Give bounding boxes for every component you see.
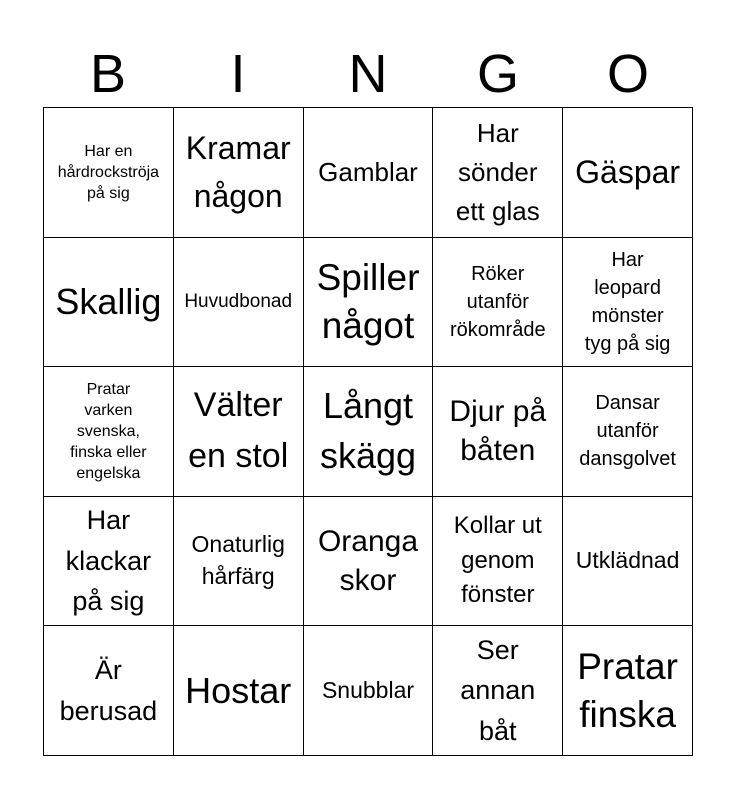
bingo-cell[interactable]: Har klackar på sig <box>44 497 174 627</box>
bingo-cell[interactable]: Onaturlig hårfärg <box>174 497 304 627</box>
header-letter-b: B <box>89 44 127 104</box>
bingo-cell[interactable]: Pratar finska <box>563 626 693 756</box>
bingo-cell[interactable]: Hostar <box>174 626 304 756</box>
bingo-board <box>43 107 693 756</box>
header-letter-i: I <box>230 44 246 104</box>
bingo-cell[interactable]: Kollar ut genom fönster <box>433 497 563 627</box>
bingo-cell[interactable]: Har en hårdrockströja på sig <box>44 108 174 238</box>
bingo-cell[interactable]: Långt skägg <box>304 367 434 497</box>
bingo-cell[interactable]: Har leopard mönster tyg på sig <box>563 238 693 368</box>
bingo-cell[interactable]: Gamblar <box>304 108 434 238</box>
bingo-cell[interactable]: Kramar någon <box>174 108 304 238</box>
header-letter-o: O <box>606 44 649 104</box>
bingo-cell[interactable]: Utklädnad <box>563 497 693 627</box>
bingo-cell[interactable]: Har sönder ett glas <box>433 108 563 238</box>
header-letter-n: N <box>348 44 388 104</box>
bingo-cell[interactable]: Huvudbonad <box>174 238 304 368</box>
bingo-cell[interactable]: Snubblar <box>304 626 434 756</box>
bingo-cell[interactable]: Röker utanför rökområde <box>433 238 563 368</box>
bingo-cell[interactable]: Oranga skor <box>304 497 434 627</box>
bingo-cell[interactable]: Gäspar <box>563 108 693 238</box>
bingo-cell[interactable]: Ser annan båt <box>433 626 563 756</box>
bingo-cell[interactable]: Spiller något <box>304 238 434 368</box>
bingo-cell[interactable]: Skallig <box>44 238 174 368</box>
bingo-cell[interactable]: Dansar utanför dansgolvet <box>563 367 693 497</box>
bingo-cell[interactable]: Pratar varken svenska, finska eller engelska <box>44 367 174 497</box>
bingo-cell[interactable]: Är berusad <box>44 626 174 756</box>
header-letter-g: G <box>476 44 519 104</box>
bingo-cell[interactable]: Djur på båten <box>433 367 563 497</box>
bingo-cell[interactable]: Välter en stol <box>174 367 304 497</box>
bingo-header <box>43 40 693 108</box>
